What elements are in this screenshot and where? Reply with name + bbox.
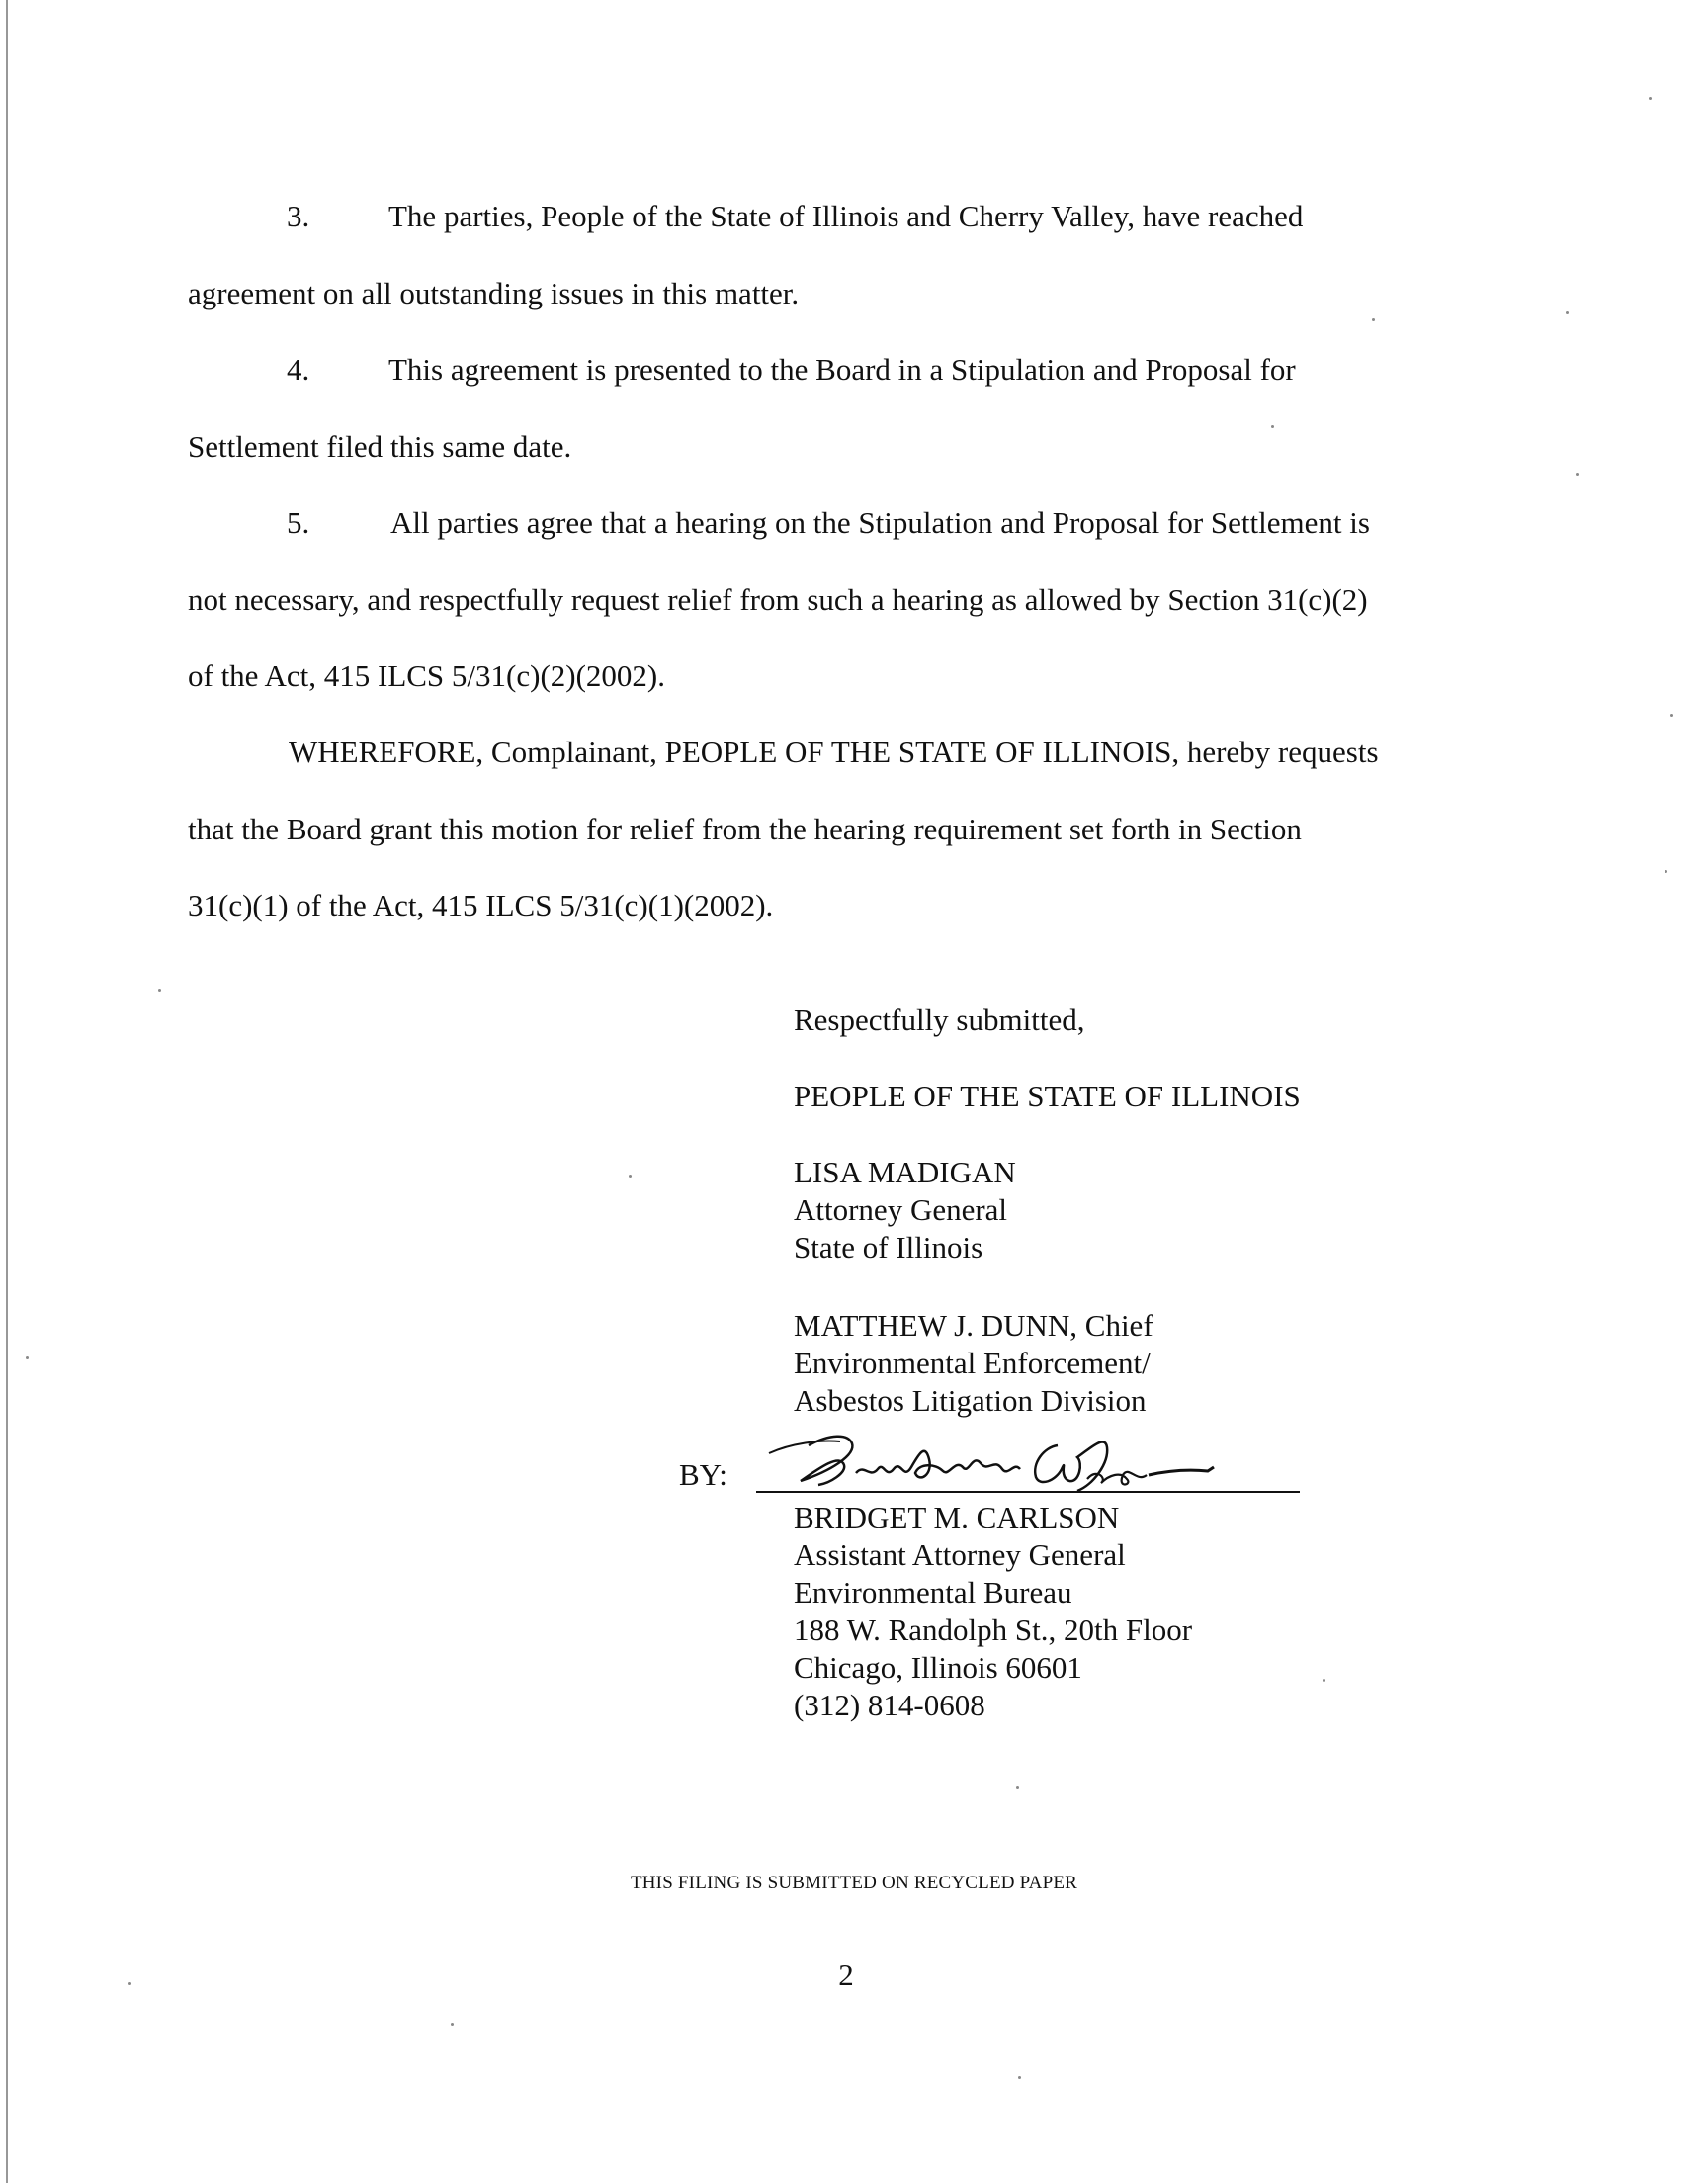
- chief-division-1: Environmental Enforcement/: [794, 1346, 1151, 1380]
- paragraph-5-number: 5.: [287, 505, 310, 540]
- signer-title: Assistant Attorney General: [794, 1537, 1126, 1572]
- paragraph-4-line-2: Settlement filed this same date.: [188, 429, 572, 464]
- wherefore-line-3: 31(c)(1) of the Act, 415 ILCS 5/31(c)(1)(2002).: [188, 888, 774, 922]
- scan-speck: [1576, 473, 1579, 476]
- paragraph-4-line-1: This agreement is presented to the Board in a Stipulation and Proposal for: [388, 352, 1296, 387]
- scan-speck: [1670, 714, 1673, 717]
- scan-speck: [1018, 2076, 1021, 2079]
- scan-speck: [1016, 1786, 1019, 1789]
- handwritten-signature: [761, 1424, 1216, 1503]
- paragraph-5-line-3: of the Act, 415 ILCS 5/31(c)(2)(2002).: [188, 658, 665, 693]
- paragraph-3-line-1: The parties, People of the State of Illinois and Cherry Valley, have reached: [388, 199, 1304, 233]
- signer-name: BRIDGET M. CARLSON: [794, 1500, 1120, 1534]
- address-line-2: Chicago, Illinois 60601: [794, 1650, 1082, 1685]
- ag-title: Attorney General: [794, 1192, 1008, 1227]
- scan-speck: [1323, 1679, 1325, 1682]
- paragraph-3-line-2: agreement on all outstanding issues in this matter.: [188, 276, 800, 310]
- scan-speck: [1665, 870, 1667, 873]
- paragraph-5-line-2: not necessary, and respectfully request relief from such a hearing as allowed by Section 31(c)(2): [188, 582, 1368, 617]
- paragraph-3-number: 3.: [287, 199, 310, 233]
- address-line-1: 188 W. Randolph St., 20th Floor: [794, 1613, 1193, 1647]
- scan-speck: [451, 2023, 454, 2026]
- chief-name: MATTHEW J. DUNN, Chief: [794, 1308, 1153, 1343]
- scan-speck: [1372, 318, 1375, 321]
- scan-speck: [1566, 311, 1569, 314]
- scan-speck: [1271, 425, 1274, 428]
- page-number: 2: [838, 1958, 854, 1992]
- by-label: BY:: [679, 1457, 727, 1492]
- party-name: PEOPLE OF THE STATE OF ILLINOIS: [794, 1079, 1301, 1113]
- wherefore-line-1: WHEREFORE, Complainant, PEOPLE OF THE STATE OF ILLINOIS, hereby requests: [289, 735, 1379, 769]
- signer-bureau: Environmental Bureau: [794, 1575, 1072, 1610]
- scan-speck: [629, 1175, 632, 1178]
- chief-division-2: Asbestos Litigation Division: [794, 1383, 1147, 1418]
- chief-block: [794, 1307, 1153, 1420]
- signer-block: [794, 1499, 1192, 1724]
- closing-party: [794, 1078, 1301, 1115]
- scan-speck: [158, 989, 161, 992]
- scan-edge: [6, 0, 8, 2183]
- wherefore-line-2: that the Board grant this motion for relief from the hearing requirement set forth in Section: [188, 812, 1302, 846]
- paragraph-5-line-1: All parties agree that a hearing on the Stipulation and Proposal for Settlement is: [390, 505, 1370, 540]
- recycled-paper-notice: THIS FILING IS SUBMITTED ON RECYCLED PAPER: [630, 1873, 1078, 1893]
- respectfully-submitted: Respectfully submitted,: [794, 1003, 1085, 1037]
- ag-state: State of Illinois: [794, 1230, 983, 1265]
- ag-name: LISA MADIGAN: [794, 1155, 1016, 1189]
- scan-speck: [26, 1356, 29, 1359]
- attorney-general-block: [794, 1154, 1016, 1266]
- paragraph-4-number: 4.: [287, 352, 310, 387]
- closing-respectfully: [794, 1002, 1084, 1039]
- scan-speck: [1649, 97, 1652, 100]
- phone-number: (312) 814-0608: [794, 1688, 985, 1722]
